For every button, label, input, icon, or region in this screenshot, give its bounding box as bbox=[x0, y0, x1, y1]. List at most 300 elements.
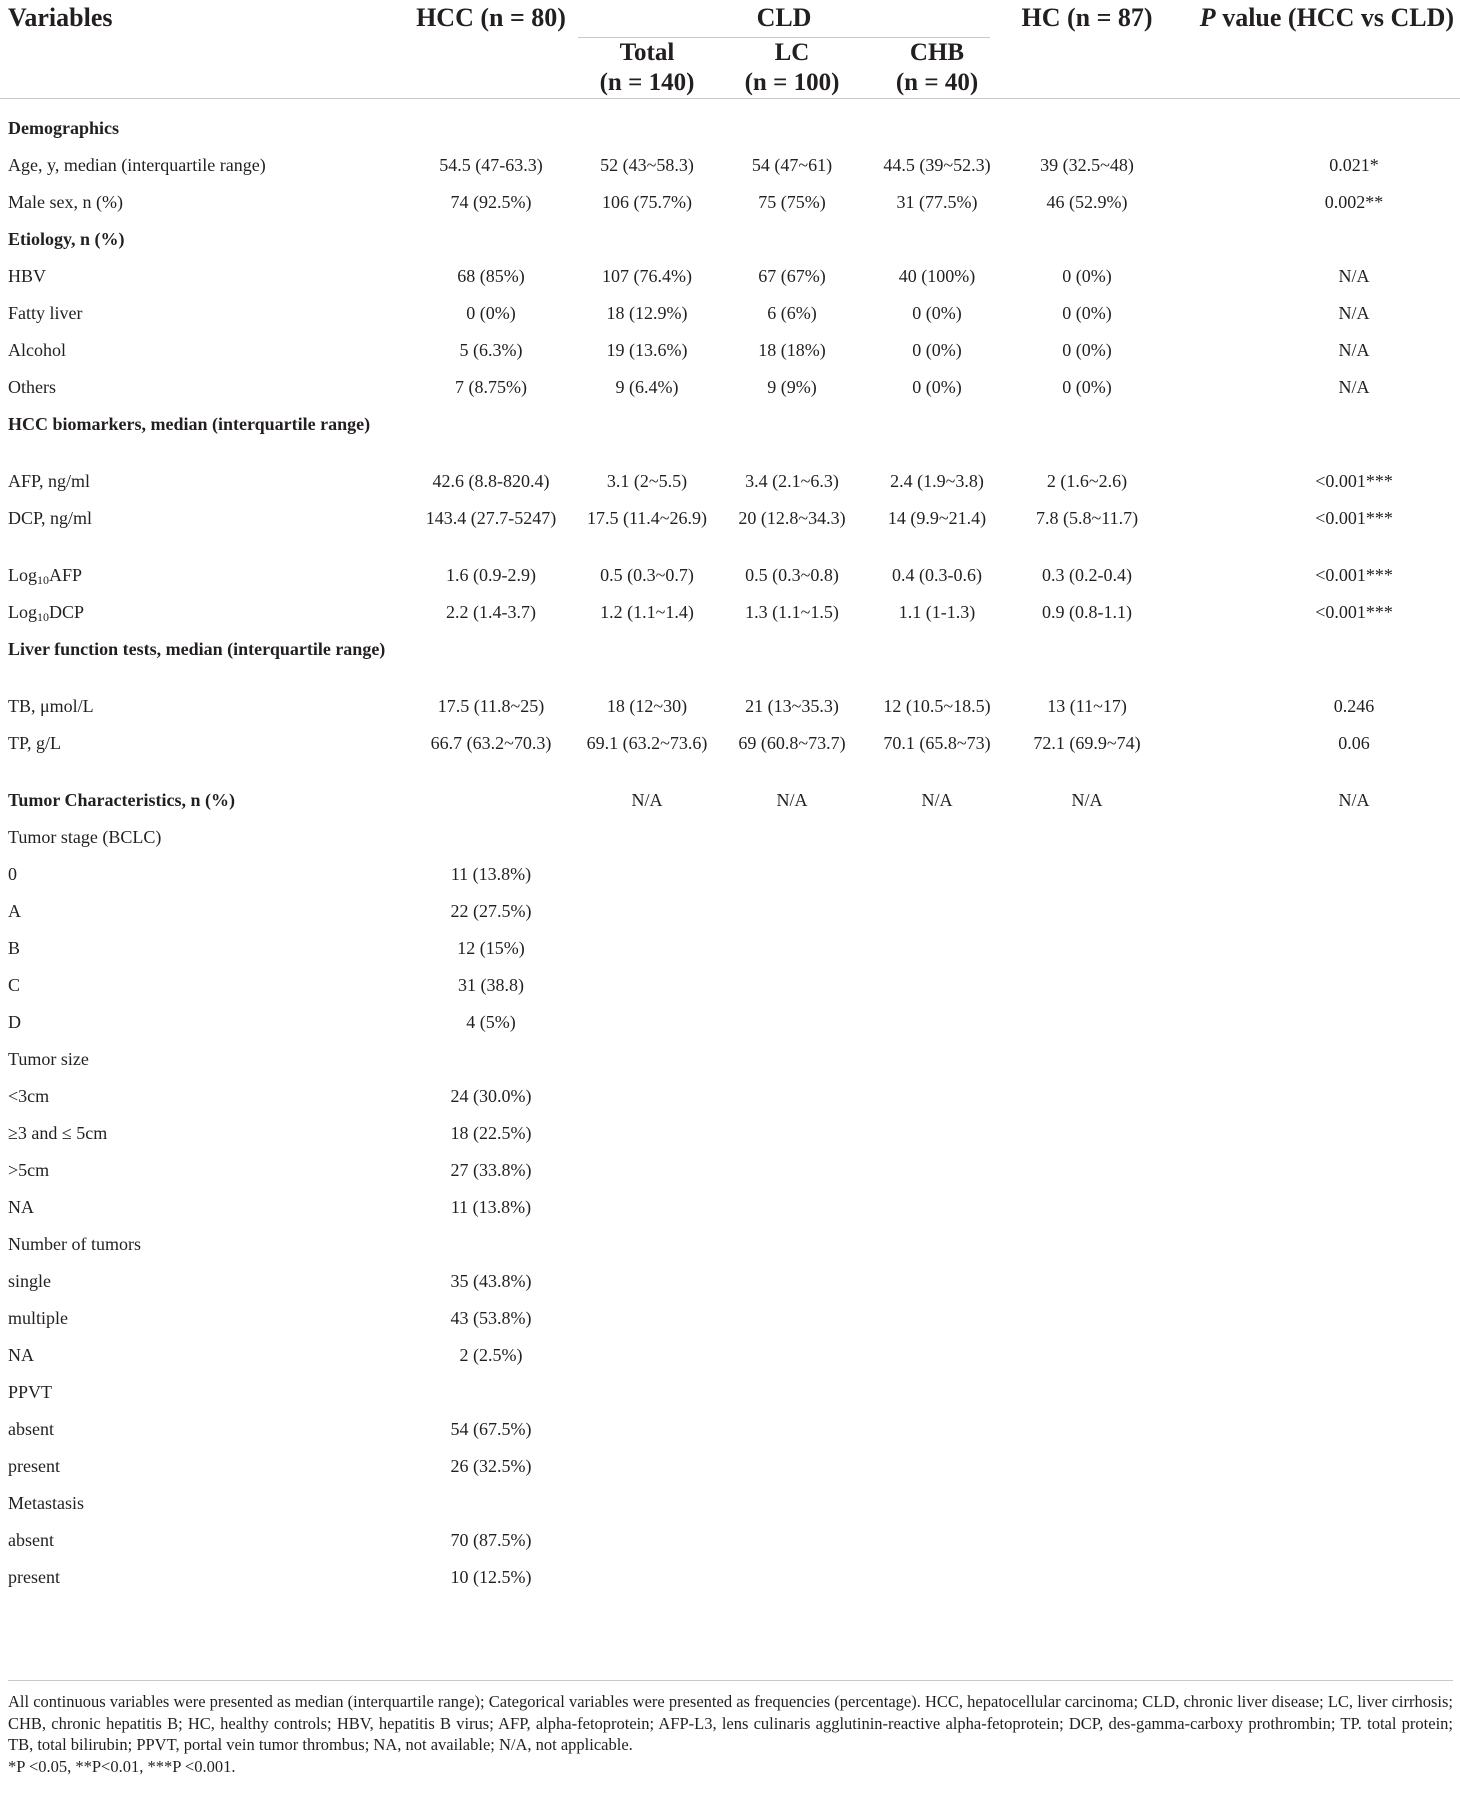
row-label: Age, y, median (interquartile range) bbox=[8, 154, 266, 175]
row-label: D bbox=[8, 1011, 21, 1032]
cell-hc bbox=[1012, 1299, 1162, 1336]
cell-lc bbox=[722, 1003, 862, 1040]
cell-p bbox=[1162, 1447, 1460, 1484]
row-label bbox=[0, 556, 410, 593]
cell-hcc: 26 (32.5%) bbox=[450, 1455, 532, 1476]
cell-hcc: 143.4 (27.7-5247) bbox=[425, 507, 557, 528]
cell-lc bbox=[722, 99, 862, 146]
cell-p: N/A bbox=[1338, 376, 1370, 397]
cell-chb: 0 (0%) bbox=[912, 339, 962, 360]
cell-chb bbox=[862, 966, 1012, 1003]
row-label: Alcohol bbox=[8, 339, 66, 360]
section-header-row bbox=[0, 220, 1460, 257]
cell-p bbox=[1162, 855, 1460, 892]
cell-total: 3.1 (2~5.5) bbox=[606, 470, 688, 491]
cell-hcc: 74 (92.5%) bbox=[450, 191, 532, 212]
footnote-significance: *P <0.05, **P<0.01, ***P <0.001. bbox=[8, 1756, 236, 1776]
cell-hcc: 70 (87.5%) bbox=[450, 1529, 532, 1550]
cell-chb bbox=[862, 1447, 1012, 1484]
cell-lc bbox=[722, 1410, 862, 1447]
cell-hcc: 2 (2.5%) bbox=[459, 1344, 523, 1365]
header-hc: HC (n = 87) bbox=[1021, 3, 1153, 32]
cell-hc: 0.9 (0.8-1.1) bbox=[1042, 601, 1133, 622]
table-row bbox=[0, 892, 1460, 929]
cell-lc bbox=[722, 1447, 862, 1484]
cell-total bbox=[572, 1410, 722, 1447]
row-label: HBV bbox=[8, 265, 47, 286]
row-label: AFP, ng/ml bbox=[8, 470, 91, 491]
cell-hcc: 22 (27.5%) bbox=[450, 900, 532, 921]
cell-total bbox=[572, 1225, 722, 1262]
cell-total: 0.5 (0.3~0.7) bbox=[600, 564, 694, 585]
cell-chb: 2.4 (1.9~3.8) bbox=[890, 470, 984, 491]
cell-lc bbox=[722, 630, 862, 687]
cell-chb: 0.4 (0.3-0.6) bbox=[892, 564, 982, 585]
cell-lc: 3.4 (2.1~6.3) bbox=[745, 470, 839, 491]
cell-chb: 12 (10.5~18.5) bbox=[883, 695, 991, 716]
cell-p bbox=[1162, 1114, 1460, 1151]
cell-hcc bbox=[410, 220, 572, 257]
cell-chb bbox=[862, 220, 1012, 257]
cell-hc bbox=[1012, 1003, 1162, 1040]
cell-lc: N/A bbox=[776, 789, 808, 810]
cell-chb bbox=[862, 99, 1012, 146]
cell-hc bbox=[1012, 1225, 1162, 1262]
cell-lc bbox=[722, 1558, 862, 1595]
cell-p bbox=[1162, 220, 1460, 257]
cell-p bbox=[1162, 1262, 1460, 1299]
cell-p: <0.001*** bbox=[1315, 470, 1393, 491]
cell-hc bbox=[1012, 1188, 1162, 1225]
cell-chb bbox=[862, 1336, 1012, 1373]
cell-lc: 21 (13~35.3) bbox=[745, 695, 839, 716]
cell-lc bbox=[722, 1077, 862, 1114]
cell-p: 0.021* bbox=[1329, 154, 1379, 175]
cell-hcc bbox=[410, 630, 572, 687]
cell-p: N/A bbox=[1338, 339, 1370, 360]
cell-hc bbox=[1012, 220, 1162, 257]
cell-hcc: 43 (53.8%) bbox=[450, 1307, 532, 1328]
table-row bbox=[0, 1299, 1460, 1336]
cell-p: <0.001*** bbox=[1315, 507, 1393, 528]
cell-chb: N/A bbox=[921, 789, 953, 810]
header-p-italic: P bbox=[1199, 3, 1216, 32]
cell-total: 9 (6.4%) bbox=[615, 376, 679, 397]
cell-chb: 0 (0%) bbox=[912, 302, 962, 323]
header-lc-label: LC bbox=[774, 39, 810, 66]
cell-hc bbox=[1012, 1410, 1162, 1447]
cell-p bbox=[1162, 1040, 1460, 1077]
cell-p: 0.246 bbox=[1333, 695, 1375, 716]
cell-hc bbox=[1012, 1521, 1162, 1558]
cell-p: <0.001*** bbox=[1315, 601, 1393, 622]
cell-total bbox=[572, 405, 722, 462]
table-row bbox=[0, 1188, 1460, 1225]
table-row bbox=[0, 556, 1460, 593]
cell-chb bbox=[862, 1225, 1012, 1262]
cell-chb bbox=[862, 1188, 1012, 1225]
cell-total bbox=[572, 220, 722, 257]
header-lc-n: (n = 100) bbox=[744, 69, 840, 96]
table-row bbox=[0, 929, 1460, 966]
cell-hcc: 5 (6.3%) bbox=[459, 339, 523, 360]
row-label: Demographics bbox=[8, 118, 119, 138]
row-label: absent bbox=[8, 1418, 54, 1439]
table-row bbox=[0, 1040, 1460, 1077]
cell-hc bbox=[1012, 892, 1162, 929]
row-label: <3cm bbox=[8, 1085, 50, 1106]
section-header-row bbox=[0, 781, 1460, 818]
cell-total bbox=[572, 966, 722, 1003]
row-label: >5cm bbox=[8, 1159, 50, 1180]
cell-hc bbox=[1012, 1558, 1162, 1595]
table-row bbox=[0, 499, 1460, 556]
row-label: Number of tumors bbox=[8, 1233, 141, 1254]
row-label-text: DCP bbox=[49, 601, 85, 622]
cell-p bbox=[1162, 1373, 1460, 1410]
cell-p bbox=[1162, 1188, 1460, 1225]
table-row bbox=[0, 1410, 1460, 1447]
cell-hc: 0 (0%) bbox=[1062, 339, 1112, 360]
row-label bbox=[0, 593, 410, 630]
table-row bbox=[0, 687, 1460, 724]
cell-hc bbox=[1012, 630, 1162, 687]
table-body bbox=[0, 99, 1460, 1595]
cell-lc: 69 (60.8~73.7) bbox=[738, 732, 846, 753]
cell-chb bbox=[862, 1003, 1012, 1040]
cell-hc bbox=[1012, 1262, 1162, 1299]
table-row bbox=[0, 1373, 1460, 1410]
cell-lc: 54 (47~61) bbox=[751, 154, 833, 175]
cell-lc bbox=[722, 1262, 862, 1299]
cell-hcc: 18 (22.5%) bbox=[450, 1122, 532, 1143]
row-label: HCC biomarkers, median (interquartile range) bbox=[8, 413, 371, 434]
row-label: C bbox=[8, 974, 21, 995]
table-row bbox=[0, 1336, 1460, 1373]
table-row bbox=[0, 724, 1460, 781]
cell-hcc: 11 (13.8%) bbox=[450, 1196, 532, 1217]
cell-p bbox=[1162, 405, 1460, 462]
cell-hcc: 35 (43.8%) bbox=[450, 1270, 532, 1291]
table-row bbox=[0, 1447, 1460, 1484]
row-label: TB, μmol/L bbox=[8, 695, 94, 716]
table-row bbox=[0, 1521, 1460, 1558]
cell-chb bbox=[862, 630, 1012, 687]
cell-chb bbox=[862, 405, 1012, 462]
cell-hc: 72.1 (69.9~74) bbox=[1033, 732, 1141, 753]
cell-chb: 44.5 (39~52.3) bbox=[883, 154, 991, 175]
cell-p bbox=[1162, 99, 1460, 146]
cell-lc bbox=[722, 1484, 862, 1521]
table-row bbox=[0, 257, 1460, 294]
cell-lc bbox=[722, 220, 862, 257]
row-label: absent bbox=[8, 1529, 54, 1550]
section-header-row bbox=[0, 630, 1460, 687]
cell-hcc bbox=[410, 405, 572, 462]
cell-chb bbox=[862, 1040, 1012, 1077]
cell-hcc: 1.6 (0.9-2.9) bbox=[446, 564, 536, 585]
cell-chb bbox=[862, 1410, 1012, 1447]
table-row bbox=[0, 1558, 1460, 1595]
cell-lc bbox=[722, 1040, 862, 1077]
row-label-text: AFP bbox=[49, 564, 83, 585]
cell-hc bbox=[1012, 1373, 1162, 1410]
section-header-row bbox=[0, 405, 1460, 462]
cell-total: 17.5 (11.4~26.9) bbox=[586, 507, 708, 528]
cell-total bbox=[572, 1299, 722, 1336]
header-cld-label: CLD bbox=[578, 0, 990, 38]
cell-chb: 0 (0%) bbox=[912, 376, 962, 397]
cell-p bbox=[1162, 1558, 1460, 1595]
cell-lc: 18 (18%) bbox=[758, 339, 826, 360]
cell-hcc: 42.6 (8.8-820.4) bbox=[432, 470, 550, 491]
table-row bbox=[0, 593, 1460, 630]
cell-lc: 6 (6%) bbox=[767, 302, 817, 323]
row-label: Metastasis bbox=[8, 1492, 84, 1513]
cell-p bbox=[1162, 1003, 1460, 1040]
cell-hcc bbox=[410, 1040, 572, 1077]
cell-total bbox=[572, 1484, 722, 1521]
table-row bbox=[0, 1262, 1460, 1299]
cell-chb: 14 (9.9~21.4) bbox=[887, 507, 987, 528]
row-label: NA bbox=[8, 1344, 34, 1365]
cell-total: 1.2 (1.1~1.4) bbox=[600, 601, 694, 622]
cell-total: N/A bbox=[631, 789, 663, 810]
cell-p: N/A bbox=[1338, 789, 1370, 810]
table-row bbox=[0, 462, 1460, 499]
cell-lc: 9 (9%) bbox=[767, 376, 817, 397]
row-label: Tumor size bbox=[8, 1048, 89, 1069]
cell-hc bbox=[1012, 1077, 1162, 1114]
row-label: B bbox=[8, 937, 21, 958]
header-total bbox=[572, 38, 722, 99]
cell-p: 0.002** bbox=[1324, 191, 1384, 212]
cell-total bbox=[572, 1373, 722, 1410]
cell-total bbox=[572, 892, 722, 929]
cell-hcc: 2.2 (1.4-3.7) bbox=[446, 601, 536, 622]
row-label: A bbox=[8, 900, 21, 921]
table-row bbox=[0, 183, 1460, 220]
cell-p bbox=[1162, 1299, 1460, 1336]
cell-lc bbox=[722, 1336, 862, 1373]
row-label: Liver function tests, median (interquartile range) bbox=[8, 638, 386, 659]
cell-lc bbox=[722, 1299, 862, 1336]
cell-total: 18 (12.9%) bbox=[606, 302, 688, 323]
row-label: 0 bbox=[8, 863, 17, 884]
cell-total: 107 (76.4%) bbox=[602, 265, 692, 286]
row-label: Tumor stage (BCLC) bbox=[8, 826, 162, 847]
cell-p bbox=[1162, 1336, 1460, 1373]
cell-chb bbox=[862, 1373, 1012, 1410]
cell-p bbox=[1162, 1410, 1460, 1447]
cell-chb: 70.1 (65.8~73) bbox=[883, 732, 991, 753]
row-label: NA bbox=[8, 1196, 34, 1217]
table-row bbox=[0, 818, 1460, 855]
cell-p bbox=[1162, 630, 1460, 687]
header-p-value bbox=[1162, 0, 1460, 99]
header-chb-label: CHB bbox=[909, 39, 965, 66]
table-row bbox=[0, 331, 1460, 368]
cell-hcc: 17.5 (11.8~25) bbox=[437, 695, 545, 716]
cell-hc bbox=[1012, 99, 1162, 146]
cell-total: 19 (13.6%) bbox=[606, 339, 688, 360]
cell-hcc bbox=[410, 818, 572, 855]
cell-chb bbox=[862, 818, 1012, 855]
table-row bbox=[0, 146, 1460, 183]
header-row-1 bbox=[0, 0, 1460, 38]
header-total-n: (n = 140) bbox=[599, 69, 695, 96]
row-label: DCP, ng/ml bbox=[8, 507, 93, 528]
cell-hcc: 24 (30.0%) bbox=[450, 1085, 532, 1106]
cell-hc: 39 (32.5~48) bbox=[1040, 154, 1134, 175]
cell-hcc: 27 (33.8%) bbox=[450, 1159, 532, 1180]
cell-hc bbox=[1012, 405, 1162, 462]
header-chb bbox=[862, 38, 1012, 99]
cell-hc: 0 (0%) bbox=[1062, 265, 1112, 286]
row-label: Fatty liver bbox=[8, 302, 83, 323]
table-row bbox=[0, 1151, 1460, 1188]
cell-hc bbox=[1012, 1151, 1162, 1188]
cell-hcc bbox=[410, 781, 572, 818]
cell-p bbox=[1162, 1484, 1460, 1521]
cell-chb bbox=[862, 892, 1012, 929]
cell-total bbox=[572, 1262, 722, 1299]
row-label: TP, g/L bbox=[8, 732, 62, 753]
cell-hcc bbox=[410, 1373, 572, 1410]
row-label: present bbox=[8, 1455, 60, 1476]
cell-chb: 31 (77.5%) bbox=[896, 191, 978, 212]
cell-total: 106 (75.7%) bbox=[602, 191, 692, 212]
cell-total bbox=[572, 1077, 722, 1114]
row-label: PPVT bbox=[8, 1381, 53, 1402]
cell-hc bbox=[1012, 855, 1162, 892]
cell-hcc: 4 (5%) bbox=[466, 1011, 516, 1032]
cell-chb bbox=[862, 1558, 1012, 1595]
row-label: present bbox=[8, 1566, 60, 1587]
table-row bbox=[0, 966, 1460, 1003]
cell-lc: 1.3 (1.1~1.5) bbox=[745, 601, 839, 622]
cell-hcc: 12 (15%) bbox=[457, 937, 525, 958]
section-header-row bbox=[0, 99, 1460, 146]
cell-p: <0.001*** bbox=[1315, 564, 1393, 585]
cell-hc: 46 (52.9%) bbox=[1046, 191, 1128, 212]
cell-hc: 7.8 (5.8~11.7) bbox=[1036, 507, 1139, 528]
table-row bbox=[0, 1484, 1460, 1521]
row-label: single bbox=[8, 1270, 51, 1291]
cell-p bbox=[1162, 1521, 1460, 1558]
cell-total bbox=[572, 1336, 722, 1373]
cell-total bbox=[572, 1521, 722, 1558]
cell-hc: 0 (0%) bbox=[1062, 302, 1112, 323]
footnote-abbreviations: All continuous variables were presented as median (interquartile range); Categorical variables were presented as frequencies (percentage). HCC, hepatocellular carcinoma; CLD, chronic liver disease; LC, liver cirrhosis; CHB, chronic hepatitis B; HC, healthy controls; HBV, hepatitis B virus; AFP, alpha-fetoprotein; AFP-L3, lens culinaris agglutinin-reactive alpha-fetoprotein; DCP, des-gamma-carboxy prothrombin; TP. total protein; TB, total bilirubin; PPVT, portal vein tumor thrombus; NA, not available; N/A, not applicable. bbox=[8, 1692, 1453, 1754]
table-row bbox=[0, 1225, 1460, 1262]
header-p-rest: value (HCC vs CLD) bbox=[1215, 3, 1455, 32]
header-variables: Variables bbox=[8, 3, 113, 32]
row-label-subscript: 10 bbox=[37, 609, 49, 624]
row-label: multiple bbox=[8, 1307, 68, 1328]
cell-hc: 2 (1.6~2.6) bbox=[1046, 470, 1128, 491]
row-label: Tumor Characteristics, n (%) bbox=[8, 789, 235, 810]
cell-hc bbox=[1012, 1040, 1162, 1077]
cell-hc: N/A bbox=[1071, 789, 1103, 810]
cell-lc bbox=[722, 892, 862, 929]
cell-hcc: 10 (12.5%) bbox=[450, 1566, 532, 1587]
row-label: Etiology, n (%) bbox=[8, 228, 125, 249]
cell-lc bbox=[722, 855, 862, 892]
cell-total bbox=[572, 630, 722, 687]
cell-total: 69.1 (63.2~73.6) bbox=[586, 732, 708, 753]
cell-chb bbox=[862, 1521, 1012, 1558]
cell-lc: 0.5 (0.3~0.8) bbox=[745, 564, 839, 585]
cell-lc: 67 (67%) bbox=[758, 265, 826, 286]
cell-p bbox=[1162, 929, 1460, 966]
cell-lc bbox=[722, 929, 862, 966]
header-hcc: HCC (n = 80) bbox=[416, 3, 566, 32]
table-row bbox=[0, 368, 1460, 405]
row-label-text: Log bbox=[8, 564, 37, 585]
header-lc bbox=[722, 38, 862, 99]
cell-hc bbox=[1012, 1447, 1162, 1484]
cell-hcc: 11 (13.8%) bbox=[450, 863, 532, 884]
cell-p: N/A bbox=[1338, 265, 1370, 286]
cell-chb bbox=[862, 1262, 1012, 1299]
table-footnotes bbox=[8, 1680, 1453, 1777]
cell-lc bbox=[722, 966, 862, 1003]
cell-chb bbox=[862, 1151, 1012, 1188]
cell-total bbox=[572, 1447, 722, 1484]
cell-p: 0.06 bbox=[1338, 732, 1370, 753]
cell-lc bbox=[722, 1114, 862, 1151]
cell-hc bbox=[1012, 966, 1162, 1003]
cell-total bbox=[572, 1151, 722, 1188]
cell-hcc: 68 (85%) bbox=[457, 265, 525, 286]
cell-hcc: 0 (0%) bbox=[466, 302, 516, 323]
row-label: Others bbox=[8, 376, 56, 397]
cell-hc bbox=[1012, 1336, 1162, 1373]
cell-total bbox=[572, 99, 722, 146]
cell-hcc bbox=[410, 1484, 572, 1521]
cell-lc bbox=[722, 1188, 862, 1225]
cell-lc bbox=[722, 1151, 862, 1188]
cell-hcc bbox=[410, 99, 572, 146]
cell-p: N/A bbox=[1338, 302, 1370, 323]
cell-hcc bbox=[410, 1225, 572, 1262]
cell-total bbox=[572, 855, 722, 892]
cell-chb bbox=[862, 855, 1012, 892]
cell-total: 18 (12~30) bbox=[606, 695, 688, 716]
cell-total bbox=[572, 929, 722, 966]
cell-chb bbox=[862, 1299, 1012, 1336]
header-cld bbox=[572, 0, 1012, 38]
cell-hcc: 54.5 (47-63.3) bbox=[439, 154, 543, 175]
table-row bbox=[0, 1077, 1460, 1114]
cell-hc: 0 (0%) bbox=[1062, 376, 1112, 397]
cell-total bbox=[572, 1558, 722, 1595]
cell-hc bbox=[1012, 1114, 1162, 1151]
cell-hcc: 54 (67.5%) bbox=[450, 1418, 532, 1439]
cell-total bbox=[572, 1040, 722, 1077]
cell-hcc: 31 (38.8) bbox=[458, 974, 524, 995]
row-label-text: Log bbox=[8, 601, 37, 622]
cell-lc bbox=[722, 405, 862, 462]
cell-p bbox=[1162, 1151, 1460, 1188]
cell-hc: 13 (11~17) bbox=[1047, 695, 1127, 716]
cell-total bbox=[572, 1003, 722, 1040]
cell-lc bbox=[722, 1373, 862, 1410]
cell-p bbox=[1162, 818, 1460, 855]
cell-hc bbox=[1012, 1484, 1162, 1521]
cell-chb: 1.1 (1-1.3) bbox=[898, 601, 976, 622]
